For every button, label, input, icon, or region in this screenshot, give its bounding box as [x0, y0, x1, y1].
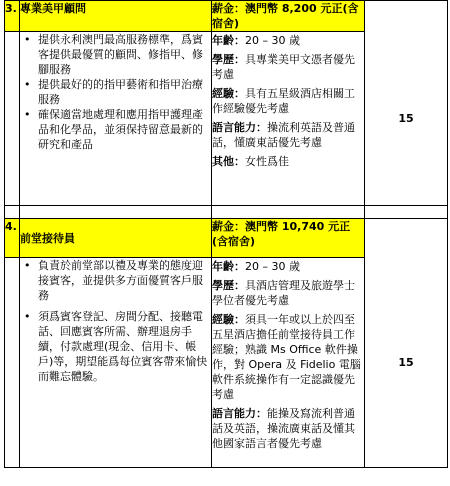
req-language: 語言能力：操流利英語及普通話，懂廣東話優先考慮 [212, 121, 355, 149]
req-education: 學歷：具專業美甲文憑者優先考慮 [212, 53, 355, 81]
duty-item: • 提供永利澳門最高服務標準，爲賓客提供最優質的顧問、修指甲、修腳服務 [24, 33, 203, 76]
job-header-row [5, 1, 448, 32]
bullet-icon: • [24, 310, 31, 323]
job-requirements [212, 32, 365, 206]
req-education: 學歷：具酒店管理及旅遊學士學位者優先考慮 [212, 279, 355, 307]
job-listing-table [4, 0, 448, 468]
req-age: 年齡：20 – 30 歲 [212, 34, 300, 47]
duty-item: • 確保適當地處理和應用指甲護理產品和化學品，並須保持留意最新的研究和產品 [24, 108, 203, 151]
duty-item: • 負責於前堂部以禮及專業的態度迎接賓客，並提供多方面優質客戶服務 [24, 259, 203, 302]
job-header-row [5, 219, 448, 258]
bullet-icon: • [24, 78, 31, 91]
job-salary: 薪金：澳門幣 10,740 元正(含宿舍) [212, 219, 365, 258]
req-other: 其他：女性爲佳 [212, 155, 289, 168]
req-language: 語言能力：能操及寫流利普通話及英語，操流廣東話及懂其他國家語言者優先考慮 [212, 407, 355, 450]
headcount: 15 [365, 258, 448, 468]
bullet-icon: • [24, 33, 31, 46]
job-duties [20, 258, 212, 468]
job-number: 4. [5, 219, 20, 258]
spacer-row [5, 206, 448, 219]
job-title: 前堂接待員 [20, 219, 212, 258]
bullet-icon: • [24, 108, 31, 121]
job-duties [20, 32, 212, 206]
job-number-continuation [5, 258, 20, 468]
job-title: 專業美甲顧問 [20, 1, 212, 32]
count-cell-top [365, 219, 448, 258]
req-experience: 經驗：須具一年或以上於四至五星酒店擔任前堂接待員工作經驗；熟識 Ms Office 軟件操作，對 Opera 及 Fidelio 電腦軟件系統操作有一定認識優先考慮 [212, 313, 361, 401]
job-body-row [5, 32, 448, 206]
job-body-row [5, 258, 448, 468]
count-cell-top [365, 1, 448, 32]
job-number: 3. [5, 1, 20, 32]
bullet-icon: • [24, 259, 31, 272]
job-number-continuation [5, 32, 20, 206]
duty-item: • 提供最好的的指甲藝術和指甲治療服務 [24, 78, 203, 106]
duty-item: • 須爲賓客登記、房間分配、接聽電話、回應賓客所需、辦理退房手續，付款處理(現金、信用卡、帳戶)等，期望能爲每位賓客帶來愉快而難忘體驗。 [24, 310, 208, 383]
req-age: 年齡：20 – 30 歲 [212, 260, 300, 273]
req-experience: 經驗：具有五星級酒店相關工作經驗優先考慮 [212, 87, 355, 115]
job-salary: 薪金：澳門幣 8,200 元正(含宿舍) [212, 1, 365, 32]
job-requirements [212, 258, 365, 468]
headcount: 15 [365, 32, 448, 206]
